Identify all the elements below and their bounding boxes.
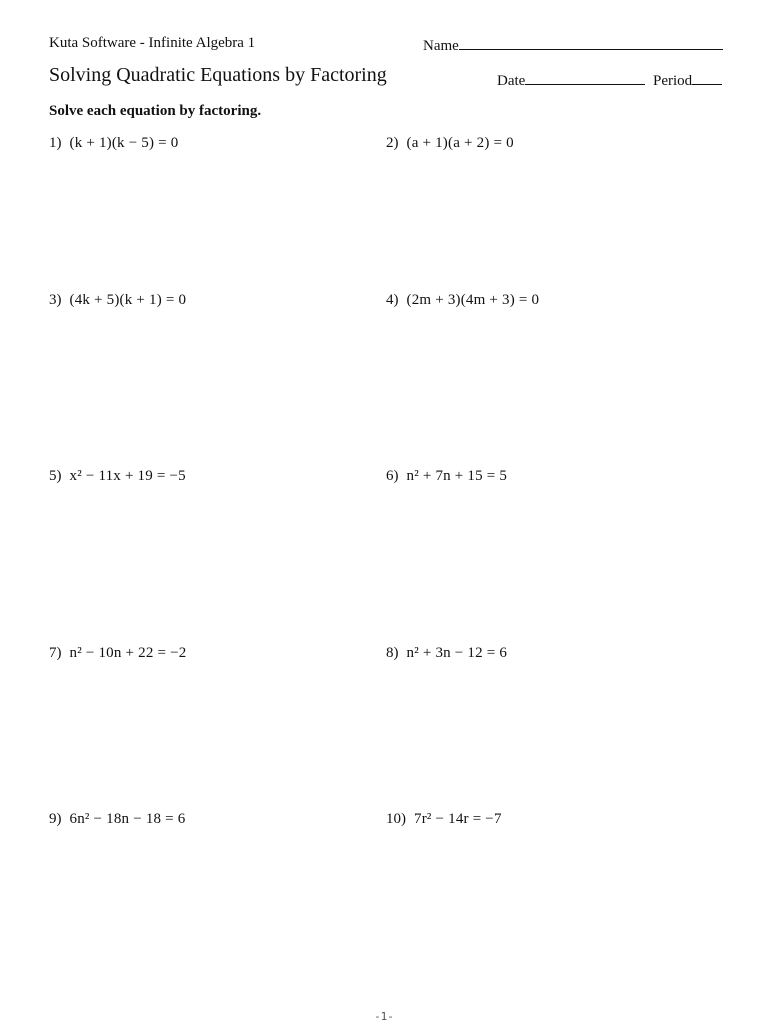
- instructions: Solve each equation by factoring.: [49, 103, 262, 119]
- problem-5: [49, 468, 186, 485]
- problem-number: 7): [49, 645, 62, 661]
- problem-equation: (a + 1)(a + 2) = 0: [406, 135, 514, 151]
- problem-equation: (k + 1)(k − 5) = 0: [69, 135, 179, 151]
- problem-equation: n² − 10n + 22 = −2: [69, 645, 187, 661]
- period-label: Period: [653, 73, 693, 89]
- date-label: Date: [497, 73, 526, 89]
- problem-2: [386, 135, 514, 152]
- problem-equation: n² + 7n + 15 = 5: [406, 468, 508, 484]
- name-label: Name: [423, 38, 459, 54]
- problem-10: [386, 811, 502, 828]
- problem-number: 3): [49, 292, 62, 308]
- problem-4: [386, 292, 539, 309]
- name-field[interactable]: [423, 35, 723, 55]
- name-blank-line[interactable]: [459, 35, 723, 50]
- problem-number: 5): [49, 468, 62, 484]
- problem-number: 4): [386, 292, 399, 308]
- problem-number: 6): [386, 468, 399, 484]
- problem-number: 8): [386, 645, 399, 661]
- problem-3: [49, 292, 186, 309]
- problem-number: 2): [386, 135, 399, 151]
- problem-equation: x² − 11x + 19 = −5: [69, 468, 186, 484]
- problem-equation: 6n² − 18n − 18 = 6: [69, 811, 186, 827]
- problem-number: 10): [386, 811, 406, 827]
- problem-equation: (4k + 5)(k + 1) = 0: [69, 292, 187, 308]
- problem-9: [49, 811, 185, 828]
- date-field[interactable]: [497, 70, 645, 90]
- problem-equation: n² + 3n − 12 = 6: [406, 645, 508, 661]
- date-blank-line[interactable]: [525, 70, 645, 85]
- page-number: -1-: [374, 1010, 394, 1023]
- problem-equation: (2m + 3)(4m + 3) = 0: [406, 292, 540, 308]
- problem-8: [386, 645, 507, 662]
- publisher-header: Kuta Software - Infinite Algebra 1: [49, 35, 256, 51]
- problem-1: [49, 135, 178, 152]
- problem-7: [49, 645, 186, 662]
- problem-number: 9): [49, 811, 62, 827]
- problem-equation: 7r² − 14r = −7: [414, 811, 502, 827]
- problem-number: 1): [49, 135, 62, 151]
- problem-6: [386, 468, 507, 485]
- worksheet-title: Solving Quadratic Equations by Factoring: [49, 64, 387, 86]
- period-blank-line[interactable]: [692, 70, 722, 85]
- period-field[interactable]: [653, 70, 722, 90]
